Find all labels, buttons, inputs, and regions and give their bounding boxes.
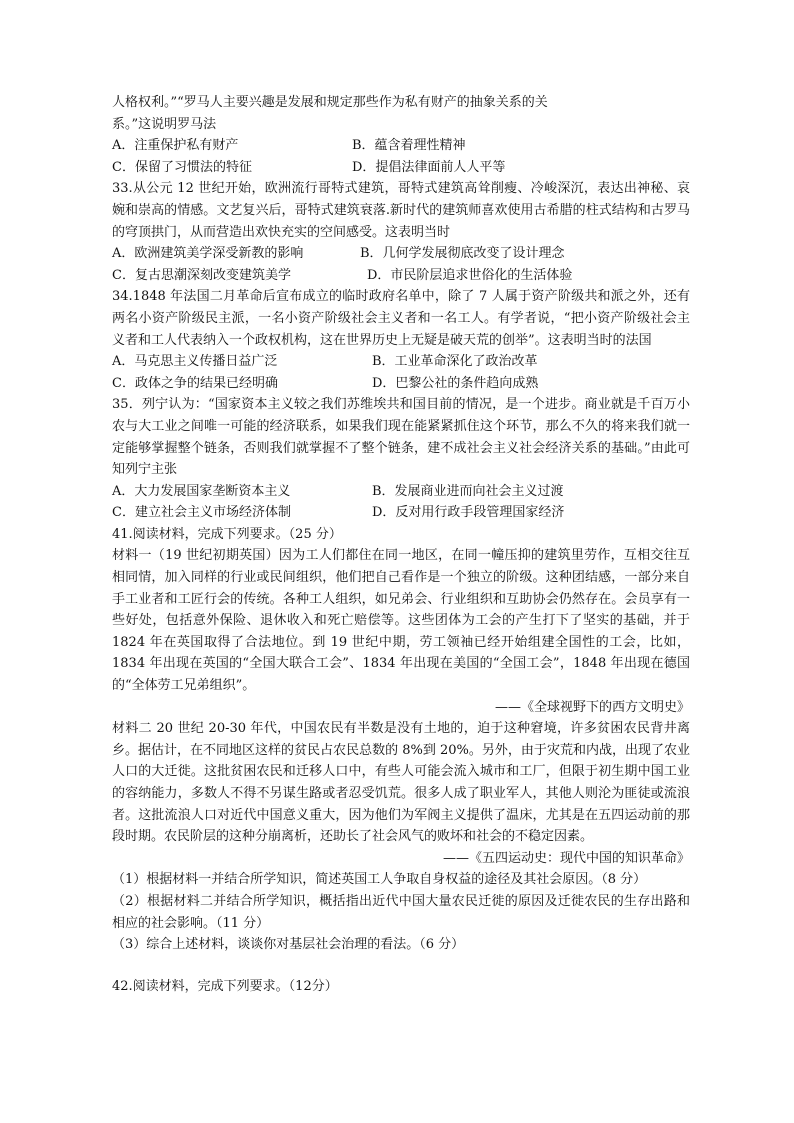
q41-requirement-2: （2）根据材料二并结合所学知识，概括指出近代中国大量农民迁徙的原因及迁徙农民的生存出路和相应的社会影响。（11 分） <box>112 893 690 931</box>
q41-requirement-1: （1）根据材料一并结合所学知识，简述英国工人争取自身权益的途径及其社会原因。（8 分） <box>112 872 647 888</box>
q35-stem: 35．列宁认为：“国家资本主义较之我们苏维埃共和国目前的情况，是一个进步。商业就是千百万小农与大工业之间唯一可能的经济联系，如果我们现在能紧紧抓住这个环节，那么不久的将来我们就一定能够掌握整个链条，否则我们就掌握不了整个链条，建不成社会主义社会经济关系的基础。”由此可知列宁主张 <box>112 397 690 478</box>
q33-options-row-1 <box>112 243 690 265</box>
q41-material-2-source: ——《五四运动史：现代中国的知识革命》 <box>442 850 690 866</box>
q32-options-row-2 <box>112 157 690 179</box>
q42-title: 42.阅读材料，完成下列要求。（12分） <box>112 978 338 994</box>
q33-option-b: B．几何学发展彻底改变了设计理念 <box>360 246 565 262</box>
q34-options-row-2 <box>112 373 690 395</box>
q41-title: 41.阅读材料，完成下列要求。（25 分） <box>112 526 342 542</box>
q32-options-row-1 <box>112 135 690 157</box>
q35-options-row-2 <box>112 502 690 524</box>
q41-requirement-3: （3）综合上述材料，谈谈你对基层社会治理的看法。（6 分） <box>112 937 465 953</box>
q35-option-b: B．发展商业进而向社会主义过渡 <box>372 483 564 499</box>
exam-page <box>112 92 690 997</box>
q35-option-d: D．反对用行政手段管理国家经济 <box>372 505 565 521</box>
q32-option-a: A．注重保护私有财产 <box>112 138 239 154</box>
q41-material-2: 材料二 20 世纪 20-30 年代，中国农民有半数是没有土地的，迫于这种窘境，许多贫困农民背井离乡。据估计，在不同地区这样的贫民占农民总数的 8%到 20%。另外，由于灾荒和内战，出现了农业人口的大迁徙。这批贫困农民和迁移人口中，有些人可能会流入城市和工厂，但限于初生期中国工业的容纳能力，多数人不得不另谋生路或者忍受饥荒。很多人成了职业军人，其他人则沦为匪徒或流浪者。这批流浪人口对近代中国意义重大，因为他们为军阀主义提供了温床，尤其是在五四运动前的那段时期。农民阶层的这种分崩离析，还助长了社会风气的败坏和社会的不稳定因素。 <box>112 721 690 845</box>
q33-option-a: A．欧洲建筑美学深受新教的影响 <box>112 246 304 262</box>
q32-option-d: D．提倡法律面前人人平等 <box>352 159 506 175</box>
q34-option-b: B．工业革命深化了政治改革 <box>372 354 538 370</box>
q35-option-a: A．大力发展国家垄断资本主义 <box>112 483 291 499</box>
q34-option-a: A．马克思主义传播日益广泛 <box>112 354 278 370</box>
q35-option-c: C．建立社会主义市场经济体制 <box>112 505 291 521</box>
q32-option-c: C．保留了习惯法的特征 <box>112 159 252 175</box>
q32-option-b: B．蕴含着理性精神 <box>352 138 466 154</box>
q33-stem: 33.从公元 12 世纪开始，欧洲流行哥特式建筑，哥特式建筑高耸削瘦、冷峻深沉，表达出神秘、哀婉和崇高的情感。文艺复兴后，哥特式建筑衰落.新时代的建筑师喜欢使用古希腊的柱式结构和古罗马的穹顶拱门，从而营造出欢快充实的空间感受。这表明当时 <box>112 181 690 240</box>
q41-material-1-source: ——《全球视野下的西方文明史》 <box>494 699 690 715</box>
q32-stem-line-1: 人格权利。”“罗马人主要兴趣是发展和规定那些作为私有财产的抽象关系的关 <box>112 95 548 110</box>
q34-stem: 34.1848 年法国二月革命后宣布成立的临时政府名单中，除了 7 人属于资产阶级共和派之外，还有两名小资产阶级民主派，一名小资产阶级社会主义者和一名工人。有学者说，“把小资产阶级社会主义者和工人代表纳入一个政权机构，这在世界历史上无疑是破天荒的创举”。这表明当时的法国 <box>112 289 690 348</box>
q34-options-row-1 <box>112 351 690 373</box>
q33-option-d: D．市民阶层追求世俗化的生活体验 <box>367 267 573 283</box>
q34-option-c: C．政体之争的结果已经明确 <box>112 375 278 391</box>
section-gap <box>112 956 690 976</box>
q33-option-c: C．复古思潮深刻改变建筑美学 <box>112 267 291 283</box>
q32-stem-line-2: 系。”这说明罗马法 <box>112 116 217 132</box>
q41-material-1: 材料一（19 世纪初期英国）因为工人们都住在同一地区，在同一幢压抑的建筑里劳作，互相交往互相同情，加入同样的行业或民间组织，他们把自己看作是一个独立的阶级。这种团结感，一部分来自手工业者和工匠行会的传统。各种工人组织，如兄弟会、行业组织和互助协会仍然存在。会员享有一些好处，包括意外保险、退休收入和死亡赔偿等。这些团体为工会的产生打下了坚实的基础，并于 1824 年在英国取得了合法地位。到 19 世纪中期，劳工领袖已经开始组建全国性的工会，比如，1834 年出现在英国的“全国大联合工会”、1834 年出现在美国的“全国工会”，1848 年出现在德国的“全体劳工兄弟组织”。 <box>112 548 690 694</box>
q34-option-d: D．巴黎公社的条件趋向成熟 <box>372 375 539 391</box>
q35-options-row-1 <box>112 481 690 503</box>
q33-options-row-2 <box>112 265 690 287</box>
